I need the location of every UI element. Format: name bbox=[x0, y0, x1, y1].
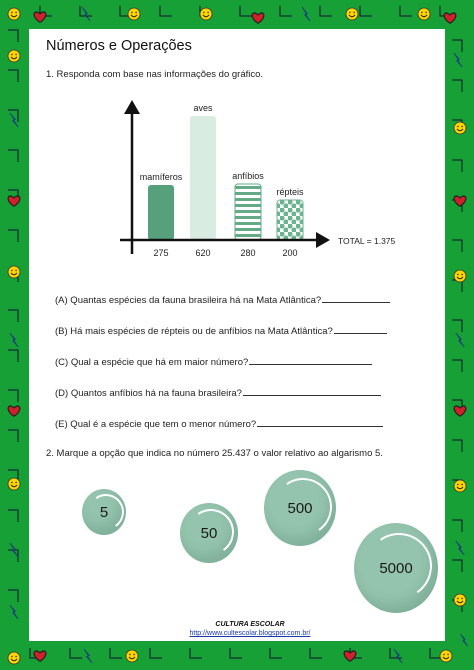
bar-value-label-3: 200 bbox=[282, 248, 298, 258]
answer-blank-b[interactable] bbox=[334, 324, 387, 334]
smiley-icon bbox=[8, 266, 20, 278]
lightning-icon bbox=[10, 113, 18, 127]
question-e bbox=[55, 417, 383, 430]
question-d bbox=[55, 386, 381, 399]
option-bubble-5000[interactable] bbox=[354, 523, 438, 613]
heart-icon bbox=[34, 651, 46, 661]
question-1-prompt: 1. Responda com base nas informações do gráfico. bbox=[46, 69, 264, 80]
option-bubble-5[interactable] bbox=[82, 489, 126, 535]
option-label-50: 50 bbox=[200, 524, 218, 542]
bar-value-label-1: 620 bbox=[195, 248, 211, 258]
heart-icon bbox=[34, 12, 46, 22]
lightning-icon bbox=[456, 333, 464, 347]
lightning-icon bbox=[82, 7, 90, 21]
heart-icon bbox=[252, 13, 264, 23]
answer-blank-d[interactable] bbox=[243, 386, 381, 396]
answer-blank-c[interactable] bbox=[249, 355, 372, 365]
bar-value-label-0: 275 bbox=[153, 248, 169, 258]
footer bbox=[174, 620, 326, 640]
chart-total-label: TOTAL = 1.375 bbox=[338, 236, 396, 246]
heart-icon bbox=[454, 196, 466, 206]
bar-category-label-3: répteis bbox=[276, 187, 304, 197]
bar-category-label-0: mamíferos bbox=[139, 172, 183, 182]
smiley-icon bbox=[440, 650, 452, 662]
heart-icon bbox=[344, 651, 356, 661]
bar-value-label-2: 280 bbox=[240, 248, 256, 258]
question-c-text: (C) Qual a espécie que há em maior número? bbox=[55, 357, 249, 368]
smiley-icon bbox=[346, 8, 358, 20]
heart-icon bbox=[454, 406, 466, 416]
answer-blank-a[interactable] bbox=[322, 293, 390, 303]
lightning-icon bbox=[456, 541, 464, 555]
option-label-5: 5 bbox=[99, 503, 109, 521]
smiley-icon bbox=[126, 650, 138, 662]
bar-category-label-1: aves bbox=[193, 103, 213, 113]
lightning-icon bbox=[454, 53, 462, 67]
lightning-icon bbox=[394, 649, 402, 663]
lightning-icon bbox=[10, 605, 18, 619]
footer-brand: CULTURA ESCOLAR bbox=[215, 621, 285, 628]
lightning-icon bbox=[460, 634, 467, 646]
heart-icon bbox=[8, 196, 20, 206]
lightning-icon bbox=[10, 333, 18, 347]
question-2-prompt: 2. Marque a opção que indica no número 25.437 o valor relativo ao algarismo 5. bbox=[46, 448, 383, 459]
option-label-5000: 5000 bbox=[379, 559, 413, 577]
smiley-icon bbox=[128, 8, 140, 20]
smiley-icon bbox=[454, 594, 466, 606]
smiley-icon bbox=[454, 480, 466, 492]
lightning-icon bbox=[302, 7, 310, 21]
question-a bbox=[55, 293, 390, 306]
smiley-icon bbox=[454, 270, 466, 282]
smiley-icon bbox=[8, 50, 20, 62]
option-bubble-500[interactable] bbox=[264, 470, 336, 546]
smiley-icon bbox=[8, 8, 20, 20]
lightning-icon bbox=[84, 649, 92, 663]
heart-icon bbox=[8, 406, 20, 416]
question-d-text: (D) Quantos anfíbios há na fauna brasileira? bbox=[55, 388, 242, 399]
bar-category-label-2: anfíbios bbox=[232, 171, 264, 181]
smiley-icon bbox=[418, 8, 430, 20]
question-b-text: (B) Há mais espécies de répteis ou de anfíbios na Mata Atlântica? bbox=[55, 326, 333, 337]
option-label-500: 500 bbox=[287, 499, 313, 517]
option-bubble-50[interactable] bbox=[180, 503, 238, 563]
footer-url[interactable]: http://www.cultescolar.blogspot.com.br/ bbox=[189, 630, 311, 637]
question-a-text: (A) Quantas espécies da fauna brasileira há na Mata Atlântica? bbox=[55, 295, 322, 306]
smiley-icon bbox=[8, 652, 20, 664]
smiley-icon bbox=[200, 8, 212, 20]
answer-blank-e[interactable] bbox=[257, 417, 383, 427]
heart-icon bbox=[444, 13, 456, 23]
page-title: Números e Operações bbox=[46, 38, 192, 54]
question-e-text: (E) Qual é a espécie que tem o menor número? bbox=[55, 419, 257, 430]
smiley-icon bbox=[454, 122, 466, 134]
smiley-icon bbox=[8, 478, 20, 490]
question-b bbox=[55, 324, 387, 337]
question-c bbox=[55, 355, 372, 368]
